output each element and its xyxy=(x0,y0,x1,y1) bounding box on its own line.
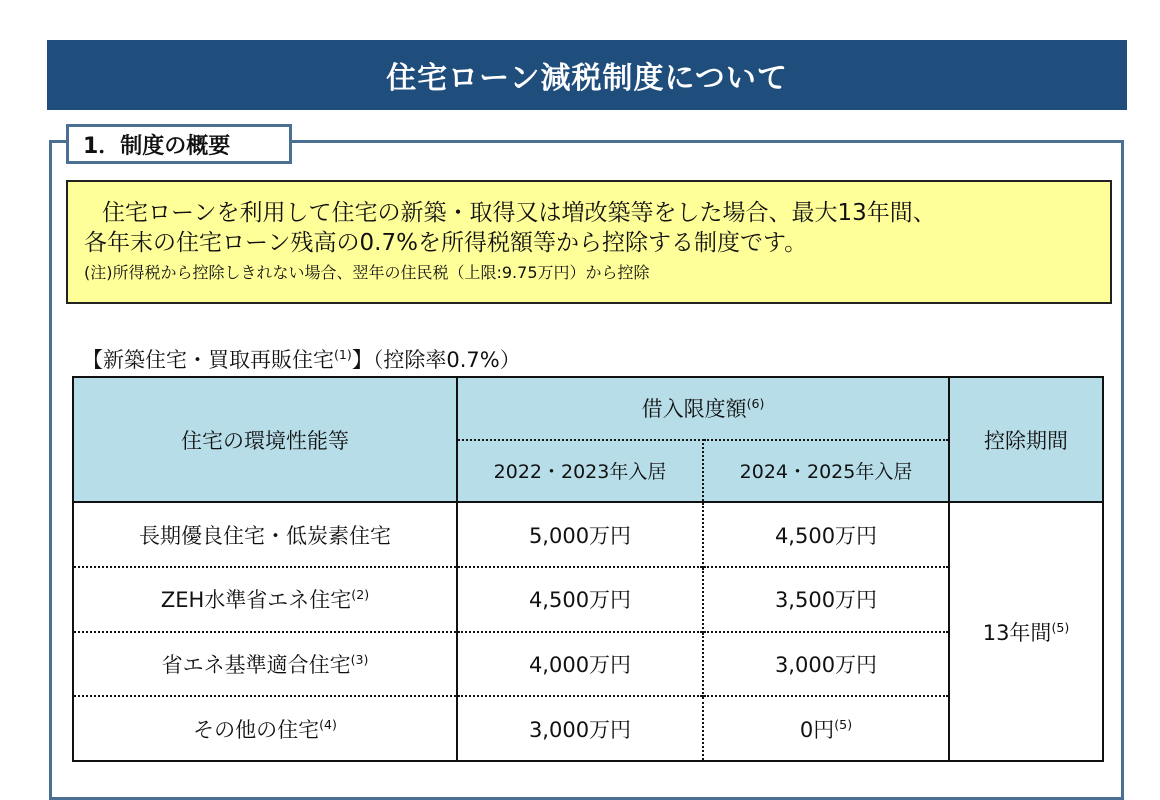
summary-note: (注)所得税から控除しきれない場合、翌年の住民税（上限:9.75万円）から控除 xyxy=(84,263,650,282)
row-category-note: (3) xyxy=(350,651,369,667)
header-category xyxy=(73,377,457,502)
row-limit-2022-2023 xyxy=(457,502,703,567)
subheading-suffix: 】（控除率0.7%） xyxy=(351,348,521,372)
row-category-note: (2) xyxy=(351,587,370,603)
period-note: (5) xyxy=(1051,619,1070,635)
subheading-note-mark: (1) xyxy=(334,347,352,362)
subheading-prefix: 【新築住宅・買取再販住宅 xyxy=(82,348,334,372)
row-limit-2024-2025-value: 3,000万円 xyxy=(774,652,878,677)
header-limit xyxy=(457,377,949,440)
row-category-label: ZEH水準省エネ住宅 xyxy=(160,588,352,613)
header-category-label: 住宅の環境性能等 xyxy=(181,428,349,453)
summary-line-1: 住宅ローンを利用して住宅の新築・取得又は増改築等をした場合、最大13年間、 xyxy=(102,200,936,226)
section-heading xyxy=(66,124,292,164)
header-period xyxy=(949,377,1103,502)
row-limit-2022-2023-value: 4,500万円 xyxy=(528,588,632,613)
section-heading-label: 1．制度の概要 xyxy=(83,133,231,159)
period-value: 13年間 xyxy=(982,620,1052,645)
row-limit-2024-2025-value: 0円 xyxy=(799,717,835,742)
table-row xyxy=(73,632,1103,697)
header-year-2024-2025-label: 2024・2025年入居 xyxy=(739,461,913,484)
row-category-label: 長期優良住宅・低炭素住宅 xyxy=(139,523,391,548)
table-subheading xyxy=(82,344,521,374)
table-row xyxy=(73,567,1103,632)
header-year-2024-2025 xyxy=(703,440,949,503)
summary-box xyxy=(66,180,1112,304)
row-category xyxy=(73,502,457,567)
row-limit-2022-2023 xyxy=(457,567,703,632)
row-limit-2024-2025 xyxy=(703,696,949,761)
header-year-2022-2023 xyxy=(457,440,703,503)
row-category xyxy=(73,696,457,761)
row-limit-2024-2025 xyxy=(703,632,949,697)
row-limit-2022-2023-value: 5,000万円 xyxy=(528,523,632,548)
row-limit-2024-2025-note: (5) xyxy=(834,716,853,732)
row-limit-2022-2023-value: 4,000万円 xyxy=(528,652,632,677)
row-limit-2022-2023 xyxy=(457,632,703,697)
row-category xyxy=(73,632,457,697)
period-cell xyxy=(949,502,1103,761)
row-limit-2022-2023 xyxy=(457,696,703,761)
table-row xyxy=(73,696,1103,761)
header-year-2022-2023-label: 2022・2023年入居 xyxy=(493,461,667,484)
table-row xyxy=(73,502,1103,567)
row-category-label: 省エネ基準適合住宅 xyxy=(161,652,351,677)
summary-line-2: 各年末の住宅ローン残高の0.7%を所得税額等から控除する制度です。 xyxy=(84,230,808,256)
page-title: 住宅ローン減税制度について xyxy=(386,61,788,96)
borrowing-limit-table xyxy=(72,376,1104,762)
header-period-label: 控除期間 xyxy=(984,428,1068,453)
title-banner xyxy=(47,40,1127,110)
row-category-label: その他の住宅 xyxy=(193,717,320,742)
header-limit-label: 借入限度額 xyxy=(641,397,747,422)
row-category-note: (4) xyxy=(319,716,337,732)
row-limit-2024-2025-value: 4,500万円 xyxy=(774,523,878,548)
row-limit-2024-2025-value: 3,500万円 xyxy=(774,588,878,613)
header-limit-note: (6) xyxy=(746,396,765,412)
row-limit-2024-2025 xyxy=(703,502,949,567)
row-limit-2022-2023-value: 3,000万円 xyxy=(528,717,632,742)
row-category xyxy=(73,567,457,632)
row-limit-2024-2025 xyxy=(703,567,949,632)
